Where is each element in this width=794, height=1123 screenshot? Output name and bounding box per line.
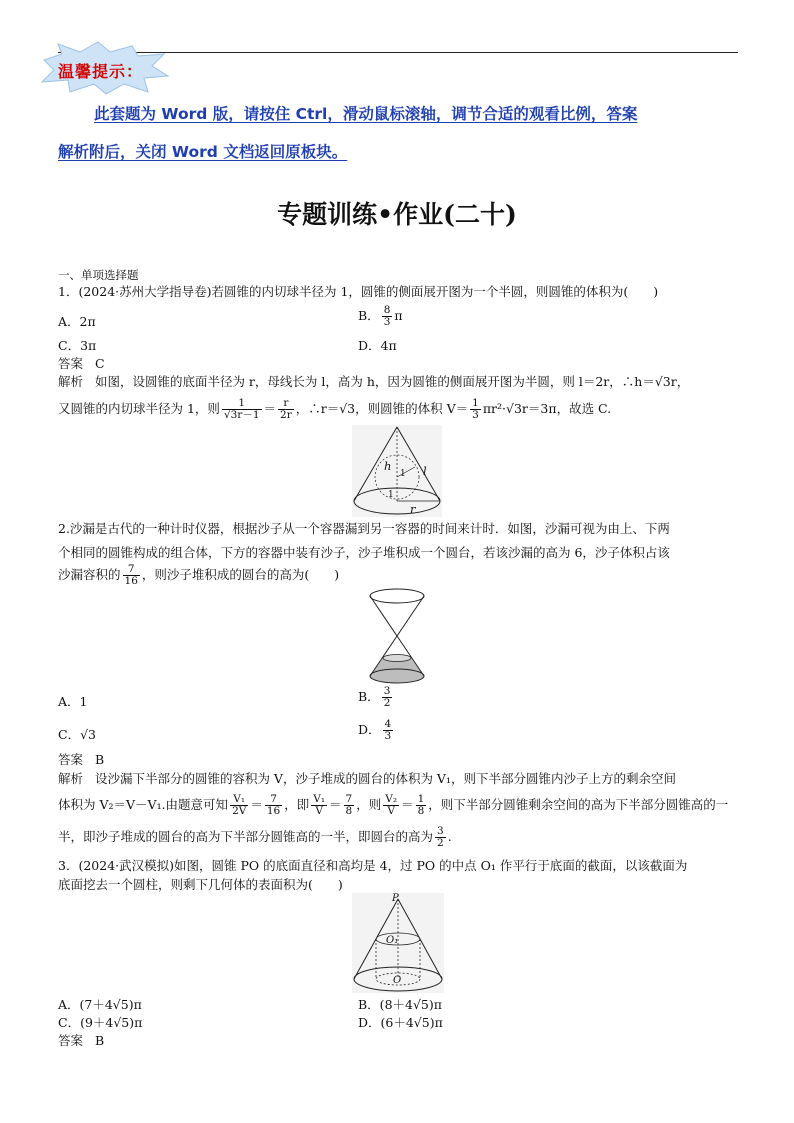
q1-option-d: D．4π <box>358 338 397 353</box>
q2-option-c: C．√3 <box>58 727 96 742</box>
q1-stem: 1．(2024·苏州大学指导卷)若圆锥的内切球半径为 1，圆锥的侧面展开图为一个半圆，则圆锥的体积为( ) <box>58 284 659 299</box>
q2-stem-line-1: 2.沙漏是古代的一种计时仪器，根据沙子从一个容器漏到另一容器的时间来计时．如图，沙漏可视为由上、下两 <box>58 521 670 536</box>
q1-answer: 答案 C <box>58 356 105 371</box>
q2-analysis-line-1: 解析 设沙漏下半部分的圆锥的容积为 V，沙子堆成的圆台的体积为 V₁，则下半部分圆锥内沙子上方的剩余空间 <box>58 771 676 786</box>
q1-fig-label-l: l <box>423 464 427 478</box>
q3-stem-line-2: 底面挖去一个圆柱，则剩下几何体的表面积为( ) <box>58 877 343 892</box>
q3-fig-label-o: O <box>393 975 402 986</box>
q3-fig-label-p: P <box>392 893 399 904</box>
q2-option-a: A．1 <box>58 694 88 709</box>
q1-fig-label-1b: 1 <box>388 490 394 500</box>
section-heading: 一、单项选择题 <box>58 268 139 282</box>
q3-option-a: A．(7＋4√5)π <box>58 997 142 1012</box>
q3-answer: 答案 B <box>58 1033 105 1048</box>
q2-answer: 答案 B <box>58 752 105 767</box>
q3-fig-label-o1: O₁ <box>386 935 399 946</box>
q2-option-d: D． $\frac{4}{3}$ <box>358 718 392 742</box>
q1-analysis-line-1: 解析 如图，设圆锥的底面半径为 r，母线长为 l，高为 h，因为圆锥的侧面展开图为半圆，则 l＝2r，∴h＝√3r， <box>58 374 690 389</box>
q2-analysis-line-3: 半，即沙子堆成的圆台的高为下半部分圆锥高的一半，即圆台的高为 $\frac{3}{2}$ . <box>58 825 452 849</box>
q1-cone-figure <box>352 425 442 517</box>
q1-fig-label-h: h <box>384 459 392 473</box>
q3-option-d: D．(6＋4√5)π <box>358 1015 443 1030</box>
q2-stem-line-2: 个相同的圆锥构成的组合体，下方的容器中装有沙子，沙子堆积成一个圆台，若该沙漏的高为 6，沙子体积占该 <box>58 545 670 560</box>
q1-fig-label-1a: 1 <box>400 469 406 479</box>
notice-line-1: 此套题为 Word 版，请按住 Ctrl，滑动鼠标滚轴，调节合适的观看比例，答案 <box>94 105 638 123</box>
q2-hourglass-figure <box>367 588 427 684</box>
q2-option-b: B． $\frac{3}{2}$ <box>358 685 391 709</box>
q1-option-a: A．2π <box>58 314 96 329</box>
q3-option-b: B．(8＋4√5)π <box>358 997 442 1012</box>
q3-option-c: C．(9＋4√5)π <box>58 1015 143 1030</box>
q1-analysis-line-2: 又圆锥的内切球半径为 1，则 $\frac{1}{√3r-1}$ ＝ $\frac{r}{2r}$ ，∴r＝√3，则圆锥的体积 V＝ $\frac{1}{3}$ πr²·√3r＝3π，故选 C. <box>58 397 612 421</box>
q1-fig-label-r: r <box>410 502 416 516</box>
q3-stem-line-1: 3．(2024·武汉模拟)如图，圆锥 PO 的底面直径和高均是 4，过 PO 的中点 O₁ 作平行于底面的截面，以该截面为 <box>58 858 688 873</box>
page-title: 专题训练•作业(二十) <box>277 200 517 229</box>
q1-option-b: B． $\frac{8}{3}$ π <box>358 304 403 328</box>
notice-line-2: 解析附后，关闭 Word 文档返回原板块。 <box>58 143 348 161</box>
q1-option-c: C．3π <box>58 338 97 353</box>
q2-analysis-line-2: 体积为 V₂＝V－V₁.由题意可知 $\frac{\text{V₁}}{2V}$ ＝ $\frac{7}{16}$ ，即 $\frac{\text{V₁}}{V}$ ＝ $\frac{7}{8}$ ，则 $\frac{\text{V₂}}{V}$ ＝ $\frac{1}{8}$ ，则下半部分圆锥剩余空间的高为下半部分圆锥高的一 <box>58 793 729 817</box>
tip-label: 温馨提示： <box>58 62 144 81</box>
q2-stem-line-3: 沙漏容积的 $\frac{7}{16}$ ，则沙子堆积成的圆台的高为( ) <box>58 563 340 587</box>
